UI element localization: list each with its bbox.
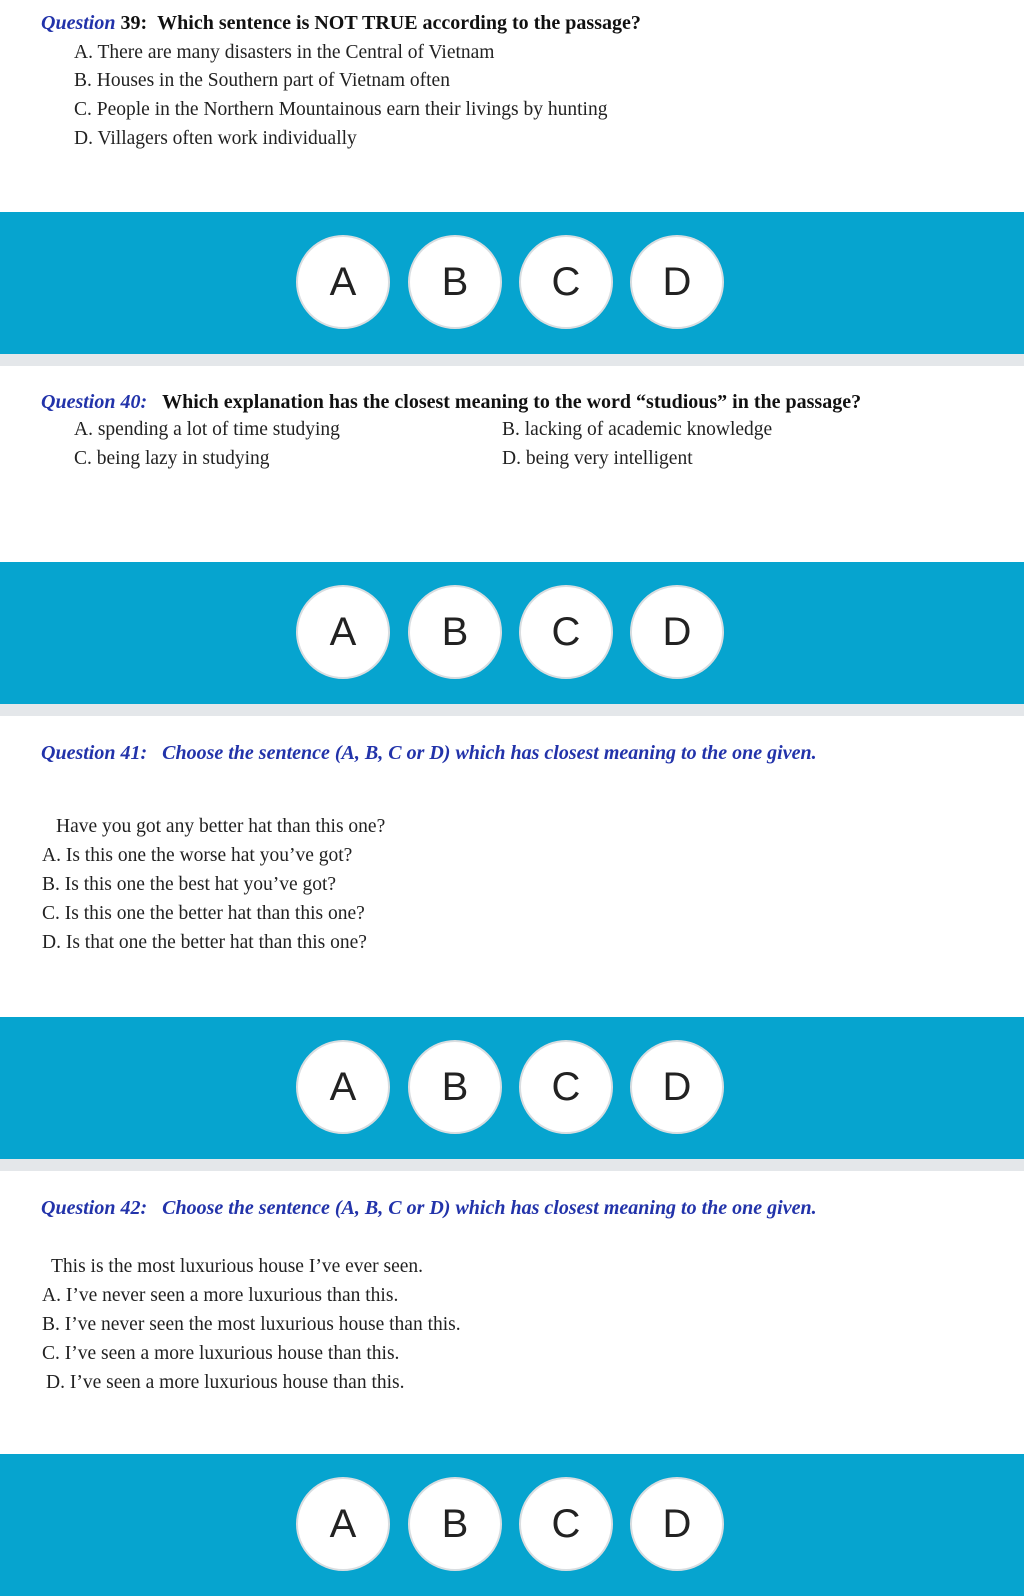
question-40-heading [41, 391, 861, 414]
question-label: Question 42: [41, 1197, 148, 1219]
question-label: Question [41, 12, 116, 34]
option-d: D. being very intelligent [502, 448, 693, 469]
question-text: Choose the sentence (A, B, C or D) which has closest meaning to the one given. [162, 742, 817, 764]
option-b: B. I’ve never seen the most luxurious house than this. [42, 1314, 461, 1335]
given-sentence: Have you got any better hat than this one? [56, 816, 386, 837]
option-b: B. Is this one the best hat you’ve got? [42, 874, 337, 895]
option-a: A. There are many disasters in the Central of Vietnam [74, 42, 495, 63]
answer-button-b[interactable]: B [408, 1477, 502, 1571]
answer-button-d[interactable]: D [630, 1040, 724, 1134]
answer-bar-40 [0, 562, 1024, 704]
answer-button-c[interactable]: C [519, 235, 613, 329]
question-42-heading [41, 1197, 817, 1220]
answer-button-b[interactable]: B [408, 585, 502, 679]
divider [0, 1159, 1024, 1171]
answer-button-a[interactable]: A [296, 235, 390, 329]
question-39-heading [41, 12, 641, 35]
divider [0, 704, 1024, 716]
question-text: Which explanation has the closest meaning to the word “studious” in the passage? [162, 391, 862, 413]
option-b: B. lacking of academic knowledge [502, 419, 773, 440]
option-d: D. Villagers often work individually [74, 128, 357, 149]
option-c: C. Is this one the better hat than this one? [42, 903, 365, 924]
option-a: A. Is this one the worse hat you’ve got? [42, 845, 353, 866]
option-d: D. I’ve seen a more luxurious house than this. [46, 1372, 405, 1393]
answer-button-a[interactable]: A [296, 1477, 390, 1571]
answer-bar-39 [0, 212, 1024, 354]
answer-button-b[interactable]: B [408, 1040, 502, 1134]
answer-button-d[interactable]: D [630, 585, 724, 679]
answer-button-d[interactable]: D [630, 1477, 724, 1571]
question-41-heading [41, 742, 817, 765]
answer-bar-42 [0, 1454, 1024, 1596]
option-c: C. People in the Northern Mountainous earn their livings by hunting [74, 99, 608, 120]
question-number: 39: [120, 12, 148, 34]
answer-bar-41 [0, 1017, 1024, 1159]
question-label: Question 40: [41, 391, 148, 413]
option-c: C. being lazy in studying [74, 448, 270, 469]
answer-button-a[interactable]: A [296, 1040, 390, 1134]
answer-button-a[interactable]: A [296, 585, 390, 679]
given-sentence: This is the most luxurious house I’ve ever seen. [51, 1256, 424, 1277]
question-text: Choose the sentence (A, B, C or D) which has closest meaning to the one given. [162, 1197, 817, 1219]
answer-button-d[interactable]: D [630, 235, 724, 329]
divider [0, 354, 1024, 366]
option-b: B. Houses in the Southern part of Vietnam often [74, 70, 450, 91]
option-c: C. I’ve seen a more luxurious house than this. [42, 1343, 400, 1364]
answer-button-b[interactable]: B [408, 235, 502, 329]
answer-button-c[interactable]: C [519, 1477, 613, 1571]
question-text: Which sentence is NOT TRUE according to the passage? [157, 12, 641, 34]
option-d: D. Is that one the better hat than this one? [42, 932, 367, 953]
option-a: A. spending a lot of time studying [74, 419, 340, 440]
option-a: A. I’ve never seen a more luxurious than this. [42, 1285, 399, 1306]
question-label: Question 41: [41, 742, 148, 764]
answer-button-c[interactable]: C [519, 1040, 613, 1134]
answer-button-c[interactable]: C [519, 585, 613, 679]
